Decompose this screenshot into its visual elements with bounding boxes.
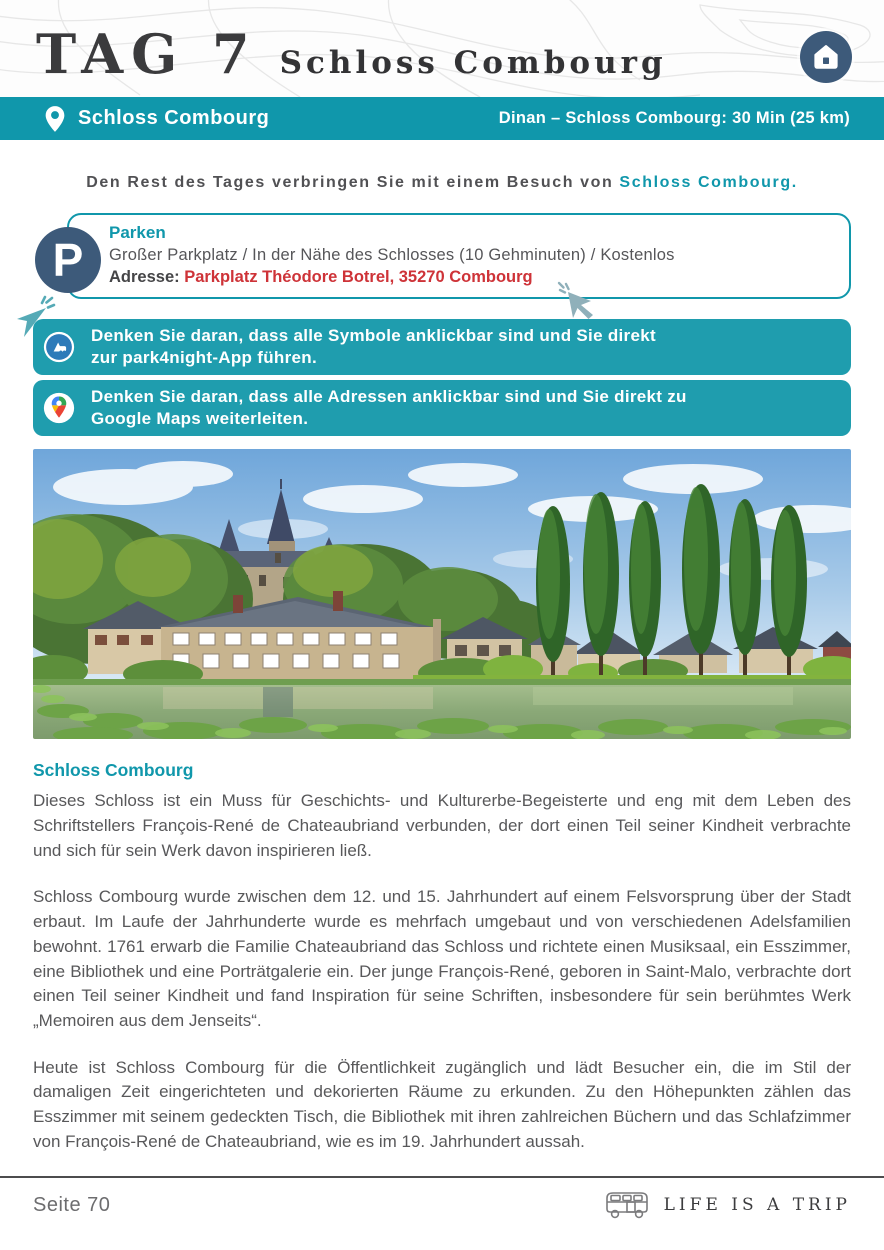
camper-van-icon [604,1190,650,1220]
brand-name: LIFE IS A TRIP [663,1195,851,1215]
cursor-click-icon [15,293,59,339]
parking-details: Großer Parkplatz / In der Nähe des Schlosses (10 Gehminuten) / Kostenlos [109,246,675,264]
parking-p-label: P [52,234,84,286]
parking-title: Parken [109,223,166,242]
cursor-click-icon [557,281,599,323]
notice-text [91,386,687,430]
location-bar [0,97,884,140]
intro-highlight: Schloss Combourg. [619,174,798,191]
day-label: TAG 7 [36,22,258,86]
notice-line: Denken Sie daran, dass alle Adressen anklickbar sind und Sie direkt zu [91,387,687,407]
notice-line: Google Maps weiterleiten. [91,409,309,429]
combourg-photo [33,449,851,739]
notice-line: Denken Sie daran, dass alle Symbole anklickbar sind und Sie direkt [91,326,656,345]
page-header [0,0,884,97]
home-icon [811,42,841,72]
paragraph: Schloss Combourg wurde zwischen dem 12. und 15. Jahrhundert auf einem Felsvorsprung über der Stadt erbaut. Im Laufe der Jahrhunderte wurde es mehrfach umgebaut und von verschiedenen Adelsfamilien bewohnt. 1761 erwarb die Familie Chateaubriand das Schloss und richtete einen Musiksaal, ein Esszimmer, eine Bibliothek und eine Porträtgalerie ein. Der junge François-René, geboren in Saint-Malo, verbrachte dort einen Teil seiner Kindheit und fand Inspiration für seine Schriften, insbesondere für sein berühmtes Werk „Memoiren aus dem Jenseits“. [33,887,851,1030]
page-footer [0,1176,884,1220]
intro-normal: Den Rest des Tages verbringen Sie mit einem Besuch von [86,174,620,191]
section-heading: Schloss Combourg [33,760,194,781]
address-label: Adresse: [109,268,185,286]
notice-line: zur park4night-App führen. [91,348,317,368]
address-link[interactable]: Parkplatz Théodore Botrel, 35270 Combourg [184,268,533,286]
park4night-notice [33,319,851,375]
google-maps-icon [43,392,75,424]
notice-banners [33,319,851,436]
google-maps-notice [33,380,851,436]
intro-text [33,174,851,192]
parking-symbol-button[interactable] [35,227,101,293]
paragraph: Heute ist Schloss Combourg für die Öffentlichkeit zugänglich und lädt Besucher ein, die im Stil der damaligen Zeit eingerichteten und dekorierten Räume zu erkunden. Zu den Höhepunkten zählen das Esszimmer mit seinem gedeckten Tisch, die Bibliothek mit ihren zahlreichen Büchern und das Schlafzimmer von François-René de Chateaubriand, wie es im 19. Jahrhundert aussah. [33,1057,851,1151]
parking-address-row [109,268,833,287]
parking-box [52,213,851,299]
route-duration: Dinan – Schloss Combourg: 30 Min (25 km) [498,109,850,127]
page-number: Seite 70 [33,1193,111,1216]
parking-section [52,213,851,299]
paragraph: Dieses Schloss ist ein Muss für Geschichts- und Kulturerbe-Begeisterte und eng mit dem Leben des Schriftstellers François-René de Chateaubriand verbunden, der dort einen Teil seiner Kindheit verbrachte und sich für sein Werk davon inspirieren ließ. [33,791,851,860]
home-button[interactable] [800,31,852,83]
location-pin-icon [44,105,66,133]
notice-text [91,325,656,369]
brand-logo [604,1190,851,1220]
page-title: Schloss Combourg [279,45,667,81]
location-name: Schloss Combourg [78,107,270,129]
